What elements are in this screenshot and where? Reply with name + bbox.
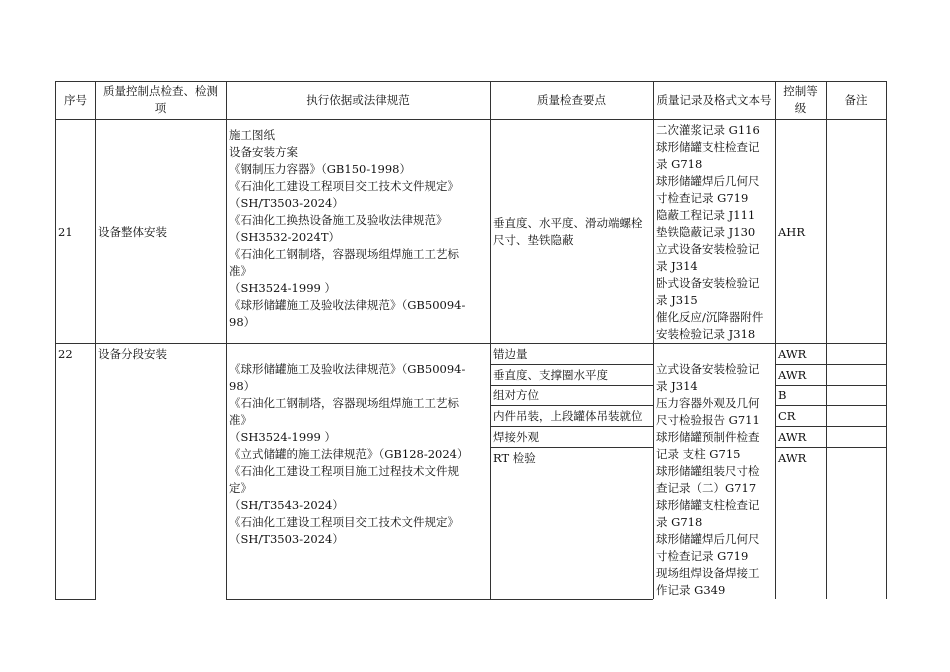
- row-22-seq: 22: [58, 347, 73, 361]
- row-21-level: AHR: [778, 225, 805, 239]
- basis-line: 定》: [229, 481, 252, 495]
- row-21-basis: [229, 127, 465, 331]
- basis-line: 《立式储罐的施工法律规范》（GB128-2024）: [229, 447, 469, 461]
- grid-line: [55, 81, 56, 599]
- grid-line: [55, 343, 887, 344]
- grid-line: [226, 599, 653, 600]
- row-21-seq: 21: [58, 225, 73, 239]
- row-21-item: 设备整体安装: [98, 225, 167, 239]
- grid-line: [826, 81, 827, 599]
- record-line: 安装检验记录 J318: [656, 327, 756, 341]
- grid-line: [775, 447, 887, 448]
- grid-line: [490, 364, 653, 365]
- header-basis: 执行依据或法律规范: [306, 93, 410, 107]
- record-line: 立式设备安装检验记: [656, 362, 760, 376]
- record-line: 录 J315: [656, 293, 698, 307]
- grid-line: [490, 81, 491, 599]
- row-22-check-3: 组对方位: [493, 388, 539, 402]
- header-seq: 序号: [64, 93, 87, 107]
- basis-line: 98）: [229, 315, 256, 329]
- record-line: 寸检查记录 G719: [656, 549, 749, 563]
- row-22-check-2: 垂直度、支撑圈水平度: [493, 368, 608, 382]
- basis-line: 准》: [229, 264, 252, 278]
- row-22-level-3: B: [778, 388, 787, 402]
- record-line: 查记录（二）G717: [656, 481, 757, 495]
- record-line: 记录 支柱 G715: [656, 447, 741, 461]
- record-line: 录 G718: [656, 157, 703, 171]
- header-remarks: 备注: [844, 93, 868, 107]
- basis-line: （SH/T3543-2024）: [229, 498, 344, 512]
- grid-line: [775, 364, 887, 365]
- record-line: 现场组焊设备焊接工: [656, 566, 760, 580]
- grid-line: [490, 426, 653, 427]
- record-line: 球形储罐预制件检查: [656, 430, 760, 444]
- row-22-item: 设备分段安装: [98, 347, 167, 361]
- record-line: 卧式设备安装检验记: [656, 276, 760, 290]
- record-line: 录 J314: [656, 259, 698, 273]
- grid-line: [490, 385, 653, 386]
- grid-line: [775, 405, 887, 406]
- basis-line: 《石油化工钢制塔，容器现场组焊施工工艺标: [229, 247, 459, 261]
- grid-line: [490, 447, 653, 448]
- basis-line: 《球形储罐施工及验收法律规范》（GB50094-: [229, 362, 466, 376]
- basis-line: 《石油化工建设工程项目交工技术文件规定》: [229, 179, 459, 193]
- record-line: 催化反应/沉降器附件: [656, 310, 764, 324]
- record-line: 球形储罐焊后几何尺: [656, 532, 760, 546]
- header-level: 控制等 级: [783, 84, 818, 115]
- row-22-check-4: 内件吊装，上段罐体吊装就位: [493, 409, 643, 423]
- row-22-level-5: AWR: [778, 430, 807, 444]
- basis-line: （SH/T3503-2024）: [229, 532, 344, 546]
- grid-line: [653, 81, 654, 599]
- record-line: 录 J314: [656, 379, 698, 393]
- grid-line: [490, 405, 653, 406]
- row-22-check-5: 焊接外观: [493, 430, 539, 444]
- row-22-check-1: 错边量: [493, 347, 528, 361]
- row-22-level-6: AWR: [778, 451, 807, 465]
- record-line: 二次灌浆记录 G116: [656, 123, 760, 137]
- row-21-check-points: 垂直度、水平度、滑动端螺栓 尺寸、垫铁隐蔽: [493, 216, 643, 247]
- grid-line: [55, 119, 887, 120]
- basis-line: 《石油化工钢制塔，容器现场组焊施工工艺标: [229, 396, 459, 410]
- grid-line: [95, 81, 96, 599]
- record-line: 球形储罐支柱检查记: [656, 498, 760, 512]
- basis-line: 《钢制压力容器》（GB150-1998）: [229, 162, 411, 176]
- record-line: 寸检查记录 G719: [656, 191, 749, 205]
- basis-line: 《石油化工换热设备施工及验收法律规范》: [229, 213, 448, 227]
- grid-line: [55, 599, 96, 600]
- basis-line: 施工图纸: [229, 128, 275, 142]
- basis-line: （SH3524-1999 ）: [229, 281, 336, 295]
- record-line: 球形储罐支柱检查记: [656, 140, 760, 154]
- basis-line: （SH3532-2024T）: [229, 230, 340, 244]
- record-line: 压力容器外观及几何: [656, 396, 760, 410]
- record-line: 球形储罐焊后几何尺: [656, 174, 760, 188]
- grid-line: [55, 81, 887, 82]
- header-check-points: 质量检查要点: [537, 93, 606, 107]
- header-control-point: 质量控制点检查、检测 项: [103, 84, 218, 115]
- basis-line: 设备安装方案: [229, 145, 298, 159]
- basis-line: 《石油化工建设工程项目交工技术文件规定》: [229, 515, 459, 529]
- basis-line: 《石油化工建设工程项目施工过程技术文件规: [229, 464, 459, 478]
- grid-line: [775, 426, 887, 427]
- record-line: 立式设备安装检验记: [656, 242, 760, 256]
- record-line: 垫铁隐蔽记录 J130: [656, 225, 756, 239]
- row-22-level-2: AWR: [778, 368, 807, 382]
- record-line: 作记录 G349: [656, 583, 726, 597]
- basis-line: 98）: [229, 379, 256, 393]
- row-22-level-4: CR: [778, 409, 796, 423]
- grid-line: [886, 81, 887, 599]
- row-22-check-6: RT 检验: [493, 451, 536, 465]
- row-22-level-1: AWR: [778, 347, 807, 361]
- grid-line: [775, 385, 887, 386]
- record-line: 球形储罐组装尺寸检: [656, 464, 760, 478]
- basis-line: （SH/T3503-2024）: [229, 196, 344, 210]
- row-21-records: [656, 122, 763, 343]
- row-22-basis: [229, 361, 469, 548]
- row-22-records: [656, 361, 760, 599]
- basis-line: 准》: [229, 413, 252, 427]
- basis-line: 《球形储罐施工及验收法律规范》（GB50094-: [229, 298, 466, 312]
- record-line: 尺寸检验报告 G711: [656, 413, 760, 427]
- record-line: 隐蔽工程记录 J111: [656, 208, 756, 222]
- grid-line: [775, 81, 776, 599]
- basis-line: （SH3524-1999 ）: [229, 430, 336, 444]
- record-line: 录 G718: [656, 515, 703, 529]
- grid-line: [226, 81, 227, 599]
- header-records: 质量记录及格式文本号: [656, 93, 772, 107]
